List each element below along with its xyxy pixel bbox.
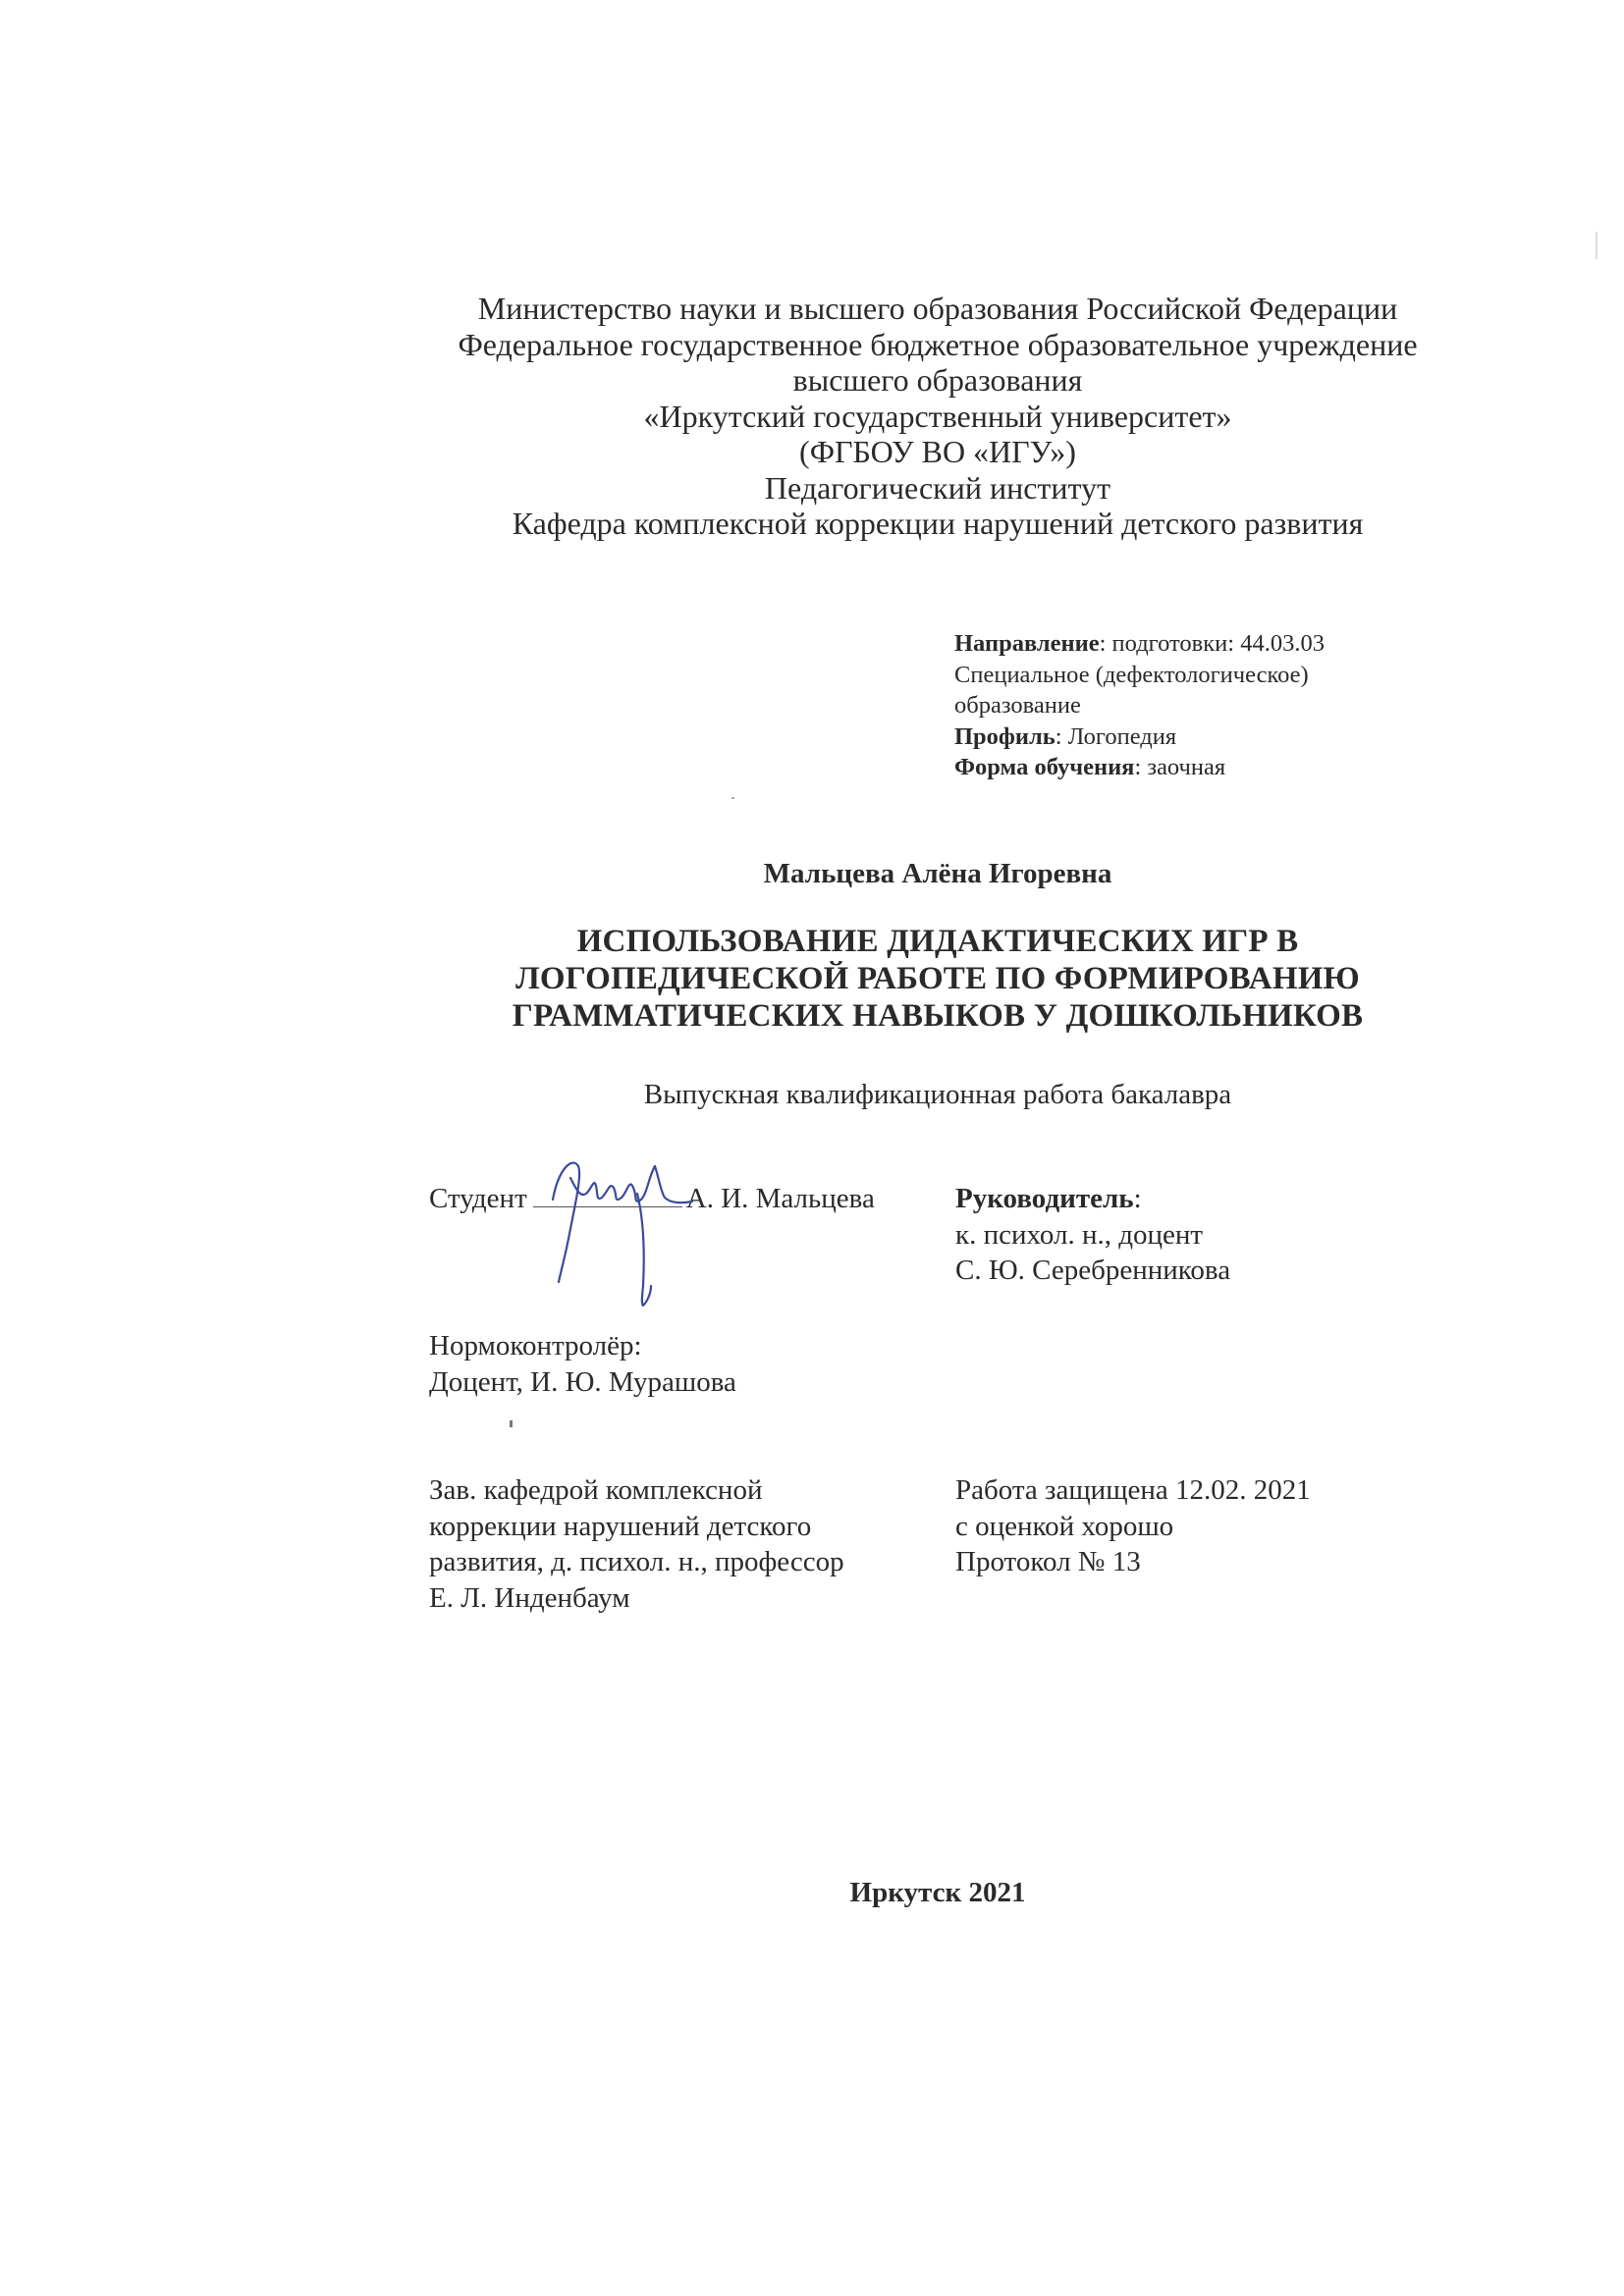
header-line-ministry: Министерство науки и высшего образования Российской Федерации	[477, 291, 1398, 326]
city-year: Иркутск 2021	[849, 1877, 1026, 1908]
signature-stroke-3	[637, 1194, 651, 1306]
supervisor-colon: :	[1133, 1183, 1142, 1214]
handwritten-signature	[535, 1148, 702, 1315]
direction-value: : подготовки: 44.03.03	[1099, 630, 1325, 657]
direction-label: Направление	[954, 630, 1100, 657]
student-name: А. И. Мальцева	[685, 1183, 875, 1214]
work-type: Выпускная квалификационная работа бакалавра	[643, 1079, 1232, 1110]
head-of-department-block	[429, 1472, 844, 1616]
head-of-department-line-2: коррекции нарушений детского	[429, 1510, 812, 1542]
profile-label: Профиль	[954, 722, 1056, 750]
head-of-department-line-3: развития, д. психол. н., профессор	[429, 1546, 844, 1577]
thesis-title	[422, 923, 1453, 1035]
supervisor-name: С. Ю. Серебренникова	[955, 1255, 1231, 1286]
header-line-institution-type: Федеральное государственное бюджетное образовательное учреждение	[458, 326, 1418, 362]
defense-block	[955, 1472, 1311, 1580]
supervisor-heading	[955, 1181, 1230, 1217]
institution-header	[422, 291, 1453, 542]
direction-line-3: образование	[954, 692, 1081, 719]
scan-speck	[510, 1420, 513, 1427]
defense-protocol: Протокол № 13	[955, 1546, 1141, 1577]
scan-edge-mark	[1596, 232, 1597, 259]
normocontrol-label: Нормоконтролёр:	[429, 1330, 642, 1362]
thesis-title-line-2: ЛОГОПЕДИЧЕСКОЙ РАБОТЕ ПО ФОРМИРОВАНИЮ	[515, 961, 1360, 996]
scan-speck	[731, 797, 734, 799]
profile-line	[954, 721, 1406, 753]
study-form-label: Форма обучения	[954, 754, 1135, 780]
normocontrol-name: Доцент, И. Ю. Мурашова	[429, 1365, 736, 1398]
program-details	[954, 628, 1406, 783]
defense-date: Работа защищена 12.02. 2021	[955, 1474, 1311, 1506]
student-label: Студент	[429, 1183, 527, 1214]
thesis-title-line-3: ГРАММАТИЧЕСКИХ НАВЫКОВ У ДОШКОЛЬНИКОВ	[512, 998, 1364, 1034]
study-form-value: : заочная	[1134, 754, 1226, 780]
supervisor-degree: к. психол. н., доцент	[955, 1218, 1204, 1251]
signature-stroke-1	[553, 1163, 579, 1282]
supervisor-block	[955, 1181, 1230, 1289]
thesis-title-line-1: ИСПОЛЬЗОВАНИЕ ДИДАКТИЧЕСКИХ ИГР В	[576, 924, 1299, 959]
signature-stroke-2	[570, 1166, 655, 1201]
header-line-institute: Педагогический институт	[764, 469, 1111, 506]
header-line-department: Кафедра комплексной коррекции нарушений детского развития	[512, 506, 1364, 541]
direction-line-2: Специальное (дефектологическое)	[954, 661, 1309, 688]
defense-grade: с оценкой хорошо	[955, 1510, 1174, 1542]
signature-stroke-4	[655, 1166, 692, 1202]
header-line-education-level: высшего образования	[792, 362, 1083, 398]
head-of-department-line-1: Зав. кафедрой комплексной	[429, 1474, 763, 1506]
head-of-department-name: Е. Л. Инденбаум	[429, 1581, 630, 1614]
header-line-university: «Иркутский государственный университет»	[643, 398, 1232, 434]
supervisor-label: Руководитель	[955, 1183, 1134, 1214]
author-name: Мальцева Алёна Игоревна	[763, 858, 1112, 889]
study-form-line	[954, 752, 1406, 783]
direction-line	[954, 628, 1406, 660]
profile-value: : Логопедия	[1055, 722, 1177, 750]
normocontrol-block	[429, 1328, 736, 1400]
header-line-abbreviation: (ФГБОУ ВО «ИГУ»)	[799, 434, 1076, 469]
